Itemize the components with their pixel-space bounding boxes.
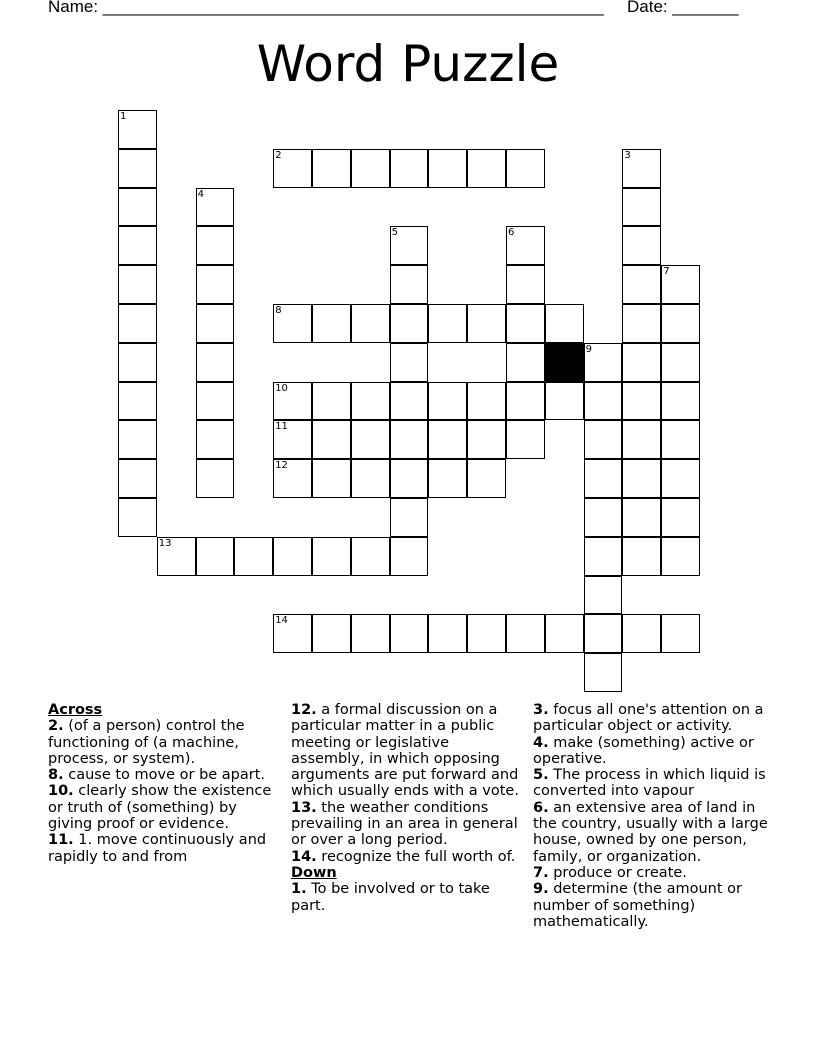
grid-cell[interactable] [584,382,623,421]
clue-across-8 [48,767,283,783]
clue-down-5 [533,767,773,800]
clue-number: 12. [291,702,317,718]
grid-cell[interactable] [390,382,429,421]
grid-cell[interactable] [584,498,623,537]
clue-across-14 [291,849,527,865]
grid-cell[interactable] [622,304,661,343]
grid-cell[interactable] [312,420,351,459]
grid-cell[interactable] [273,537,312,576]
grid-cell[interactable] [273,304,312,343]
clue-text: a formal discussion on a particular matter in a public meeting or legislative assembly, in which opposing arguments are put forward and which usually ends with a vote. [291,702,519,800]
clue-number-label: 6 [508,227,515,239]
clue-text: To be involved or to take part. [291,881,490,914]
grid-cell[interactable] [351,614,390,653]
grid-cell[interactable] [196,382,235,421]
grid-cell[interactable] [467,382,506,421]
clue-number-label: 5 [391,227,398,239]
black-cell [545,343,584,382]
grid-cell[interactable] [390,537,429,576]
grid-cell[interactable] [118,420,157,459]
clue-across-13 [291,800,527,849]
grid-cell[interactable] [467,304,506,343]
grid-cell[interactable] [196,304,235,343]
grid-cell[interactable] [467,149,506,188]
grid-cell[interactable] [118,459,157,498]
clue-number: 9. [533,881,549,898]
grid-cell[interactable] [196,226,235,265]
grid-cell[interactable] [428,382,467,421]
grid-cell[interactable] [428,459,467,498]
clue-text: (of a person) control the functioning of (a machine, process, or system). [48,718,245,767]
clue-down-4 [533,735,773,768]
clue-number-label: 14 [275,615,288,627]
grid-cell[interactable] [118,188,157,227]
grid-cell[interactable] [622,265,661,304]
grid-cell[interactable] [661,420,700,459]
clue-number: 2. [48,718,64,735]
grid-cell[interactable] [196,537,235,576]
grid-cell[interactable] [351,420,390,459]
clue-number-label: 12 [275,460,288,472]
grid-cell[interactable] [622,343,661,382]
clue-text: cause to move or be apart. [68,767,266,784]
grid-cell[interactable] [661,343,700,382]
clue-text: an extensive area of land in the country, usually with a large house, owned by one person, family, or organization. [533,799,768,865]
grid-cell[interactable] [622,614,661,653]
name-field[interactable]: Name: _____________________________________________________ [48,0,604,16]
clue-number-label: 8 [275,305,282,316]
grid-cell[interactable] [506,382,545,421]
clue-across-11 [48,832,283,865]
clue-number: 3. [533,702,549,718]
grid-cell[interactable] [196,265,235,304]
grid-cell[interactable] [312,149,351,188]
clue-number: 13. [291,799,317,816]
grid-cell[interactable] [196,343,235,382]
clue-number: 6. [533,799,549,816]
grid-cell[interactable] [234,537,273,576]
grid-cell[interactable] [196,459,235,498]
clue-number: 5. [533,767,549,784]
clue-text: make (something) active or operative. [533,734,754,767]
grid-cell[interactable] [545,614,584,653]
clue-number-label: 2 [275,149,282,161]
grid-cell[interactable] [506,420,545,459]
clue-number-label: 1 [120,111,127,122]
grid-cell[interactable] [506,343,545,382]
grid-cell[interactable] [661,614,700,653]
clue-across-2 [48,718,283,767]
grid-cell[interactable] [428,614,467,653]
clue-text: produce or create. [553,864,687,881]
grid-cell[interactable] [467,459,506,498]
clue-number-label: 7 [663,266,670,278]
clue-number-label: 4 [197,188,204,200]
date-field[interactable]: Date: _______ [627,0,739,16]
clue-number: 7. [533,864,549,881]
grid-cell[interactable] [118,265,157,304]
grid-cell[interactable] [584,576,623,615]
clue-text: 1. move continuously and rapidly to and from [48,832,267,865]
grid-cell[interactable] [506,226,545,265]
grid-cell[interactable] [545,304,584,343]
clue-number: 4. [533,734,549,751]
grid-cell[interactable] [428,420,467,459]
clues-column-3 [533,702,773,930]
clue-down-1 [291,881,527,914]
grid-cell[interactable] [622,537,661,576]
grid-cell[interactable] [273,382,312,421]
clue-across-10 [48,783,283,832]
grid-cell[interactable] [196,188,235,227]
grid-cell[interactable] [506,265,545,304]
grid-cell[interactable] [545,382,584,421]
grid-cell[interactable] [390,226,429,265]
clue-text: focus all one's attention on a particular object or activity. [533,702,764,735]
grid-cell[interactable] [661,498,700,537]
grid-cell[interactable] [390,265,429,304]
grid-cell[interactable] [661,265,700,304]
grid-cell[interactable] [622,498,661,537]
grid-cell[interactable] [661,459,700,498]
grid-cell[interactable] [506,304,545,343]
grid-cell[interactable] [118,110,157,149]
grid-cell[interactable] [622,149,661,188]
grid-cell[interactable] [273,149,312,188]
clue-text: The process in which liquid is converted into vapour [533,767,766,800]
across-heading: Across [48,702,103,718]
clue-number-label: 11 [275,421,288,433]
grid-cell[interactable] [661,382,700,421]
grid-cell[interactable] [584,653,623,692]
grid-cell[interactable] [584,459,623,498]
clue-text: clearly show the existence or truth of (something) by giving proof or evidence. [48,783,272,833]
grid-cell[interactable] [351,304,390,343]
grid-cell[interactable] [467,614,506,653]
grid-cell[interactable] [273,459,312,498]
grid-cell[interactable] [506,149,545,188]
clues-column-1 [48,702,283,865]
grid-cell[interactable] [312,614,351,653]
grid-cell[interactable] [351,382,390,421]
clue-down-6 [533,800,773,865]
grid-cell[interactable] [390,498,429,537]
grid-cell[interactable] [312,304,351,343]
clue-number: 10. [48,783,74,800]
grid-cell[interactable] [584,420,623,459]
grid-cell[interactable] [118,498,157,537]
grid-cell[interactable] [390,459,429,498]
grid-cell[interactable] [506,614,545,653]
grid-cell[interactable] [118,304,157,343]
page-title: Word Puzzle [256,35,560,93]
clue-down-3 [533,702,773,735]
grid-cell[interactable] [390,304,429,343]
grid-cell[interactable] [428,149,467,188]
clue-number-label: 13 [158,537,172,549]
grid-cell[interactable] [118,149,157,188]
grid-cell[interactable] [661,304,700,343]
clue-number-label: 10 [275,382,288,394]
clue-number-label: 9 [585,343,592,355]
grid-cell[interactable] [622,382,661,421]
clue-number-label: 3 [624,149,631,161]
grid-cell[interactable] [118,382,157,421]
grid-cell[interactable] [273,420,312,459]
grid-cell[interactable] [351,459,390,498]
grid-cell[interactable] [118,226,157,265]
grid-cell[interactable] [118,343,157,382]
clue-text: determine (the amount or number of something) mathematically. [533,881,742,930]
grid-cell[interactable] [157,537,196,576]
clue-text: the weather conditions prevailing in an area in general or over a long period. [291,799,518,849]
grid-cell[interactable] [467,420,506,459]
grid-cell[interactable] [428,304,467,343]
grid-cell[interactable] [196,420,235,459]
grid-cell[interactable] [584,537,623,576]
clue-number: 8. [48,767,64,784]
grid-cell[interactable] [312,459,351,498]
grid-cell[interactable] [312,382,351,421]
clue-down-9 [533,881,773,930]
grid-cell[interactable] [661,537,700,576]
clue-number: 1. [291,881,307,898]
grid-cell[interactable] [351,149,390,188]
grid-cell[interactable] [622,226,661,265]
clue-number: 14. [291,848,317,865]
grid-cell[interactable] [312,537,351,576]
clue-number: 11. [48,832,74,849]
grid-cell[interactable] [584,614,623,653]
clue-text: recognize the full worth of. [321,848,516,865]
grid-cell[interactable] [273,614,312,653]
clues-column-2 [291,702,527,914]
down-heading: Down [291,864,337,881]
grid-cell[interactable] [584,343,623,382]
clue-across-12 [291,702,527,800]
grid-cell[interactable] [390,149,429,188]
clue-down-7 [533,865,773,881]
grid-cell[interactable] [622,188,661,227]
grid-cell[interactable] [390,614,429,653]
grid-cell[interactable] [622,459,661,498]
grid-cell[interactable] [390,420,429,459]
grid-cell[interactable] [622,420,661,459]
grid-cell[interactable] [390,343,429,382]
grid-cell[interactable] [351,537,390,576]
